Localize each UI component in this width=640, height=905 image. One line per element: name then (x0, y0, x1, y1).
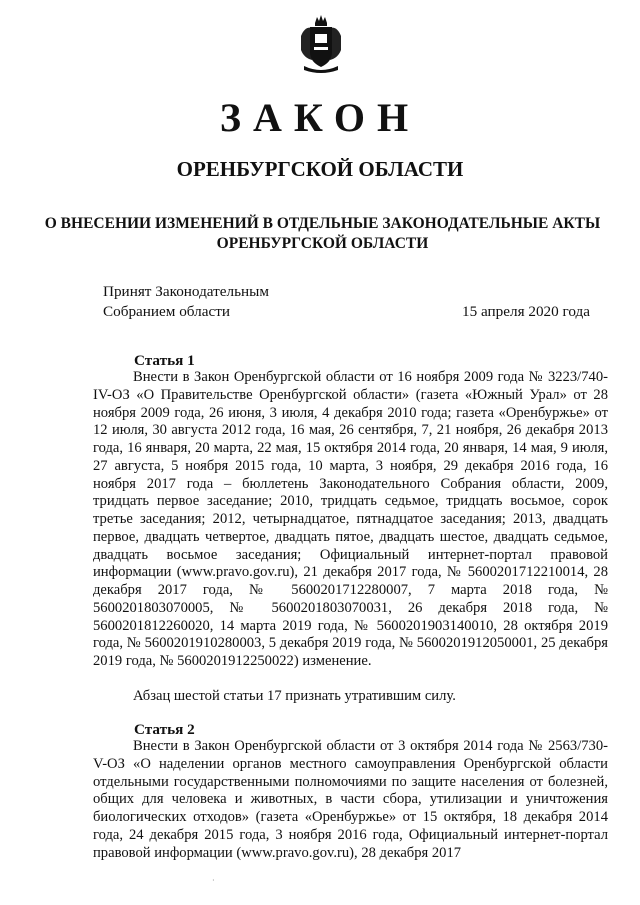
article-1-paragraph-2: Абзац шестой статьи 17 признать утратившим силу. (133, 688, 456, 704)
article-1-paragraph-1: Внести в Закон Оренбургской области от 16 ноября 2009 года № 3223/740-IV-ОЗ «О Правительстве Оренбургской области» (газета «Южный Урал» от 28 ноября 2009 года, 26 июня, 3 июля, 4 декабря 2010 года; газета «Оренбуржье» от 12 июля, 30 августа 2012 года, 16 мая, 26 сентября, 7, 21 ноября, 26 декабря 2013 года, 16 января, 20 марта, 22 мая, 15 октября 2014 года, 20 января, 14 мая, 9 июля, 27 августа, 5 ноября 2015 года, 10 марта, 3 ноября, 29 декабря 2016 года, 16 ноября 2017 года – бюллетень Законодательного Собрания области, 2009, тридцать первое заседание; 2010, тридцать седьмое, тридцать восьмое, сорок третье заседания; 2012, четырнадцатое, пятнадцатое заседания; 2013, двадцать первое, двадцать четвертое, двадцать пятое, двадцать шестое, двадцать седьмое, двадцать восьмое заседания; Официальный интернет-портал правовой информации (www.pravo.gov.ru), 21 декабря 2017 года, № 5600201712210014, 28 декабря 2017 года, № 5600201712280007, 7 марта 2018 года, № 5600201803070005, № 5600201803070031, 26 декабря 2018 года, № 5600201812260020, 14 марта 2019 года, № 5600201903140010, 28 октября 2019 года, № 5600201910280003, 5 декабря 2019 года, № 5600201912050001, 25 декабря 2019 года, № 5600201912250022) изменение. (93, 369, 608, 669)
document-title: ЗАКОН (219, 95, 421, 140)
law-heading: О ВНЕСЕНИИ ИЗМЕНЕНИЙ В ОТДЕЛЬНЫЕ ЗАКОНОДАТЕЛЬНЫЕ АКТЫ ОРЕНБУРГСКОЙ ОБЛАСТИ (44, 215, 601, 252)
article-2-title: Статья 2 (134, 721, 195, 738)
scan-artifact: · (212, 876, 215, 885)
adoption-line-1: Принят Законодательным (103, 283, 269, 300)
adoption-date: 15 апреля 2020 года (462, 303, 590, 320)
article-2-paragraph-1: Внести в Закон Оренбургской области от 3 октября 2014 года № 2563/730-V-ОЗ «О наделении органов местного самоуправления Оренбургской области отдельными государственными полномочиями по защите населения от болезней, общих для человека и животных, в части сбора, утилизации и уничтожения биологических отходов» (газета «Оренбуржье» от 15 октября, 18 декабря 2014 года, 24 декабря 2015 года, 3 ноября 2016 года, Официальный интернет-портал правовой информации (www.pravo.gov.ru), 28 декабря 2017 (93, 738, 608, 861)
coat-of-arms-icon (298, 14, 344, 74)
adoption-line-2: Собранием области (103, 303, 230, 320)
adoption-statement (103, 282, 269, 322)
region-name: ОРЕНБУРГСКОЙ ОБЛАСТИ (176, 157, 464, 181)
article-1-title: Статья 1 (134, 352, 195, 369)
